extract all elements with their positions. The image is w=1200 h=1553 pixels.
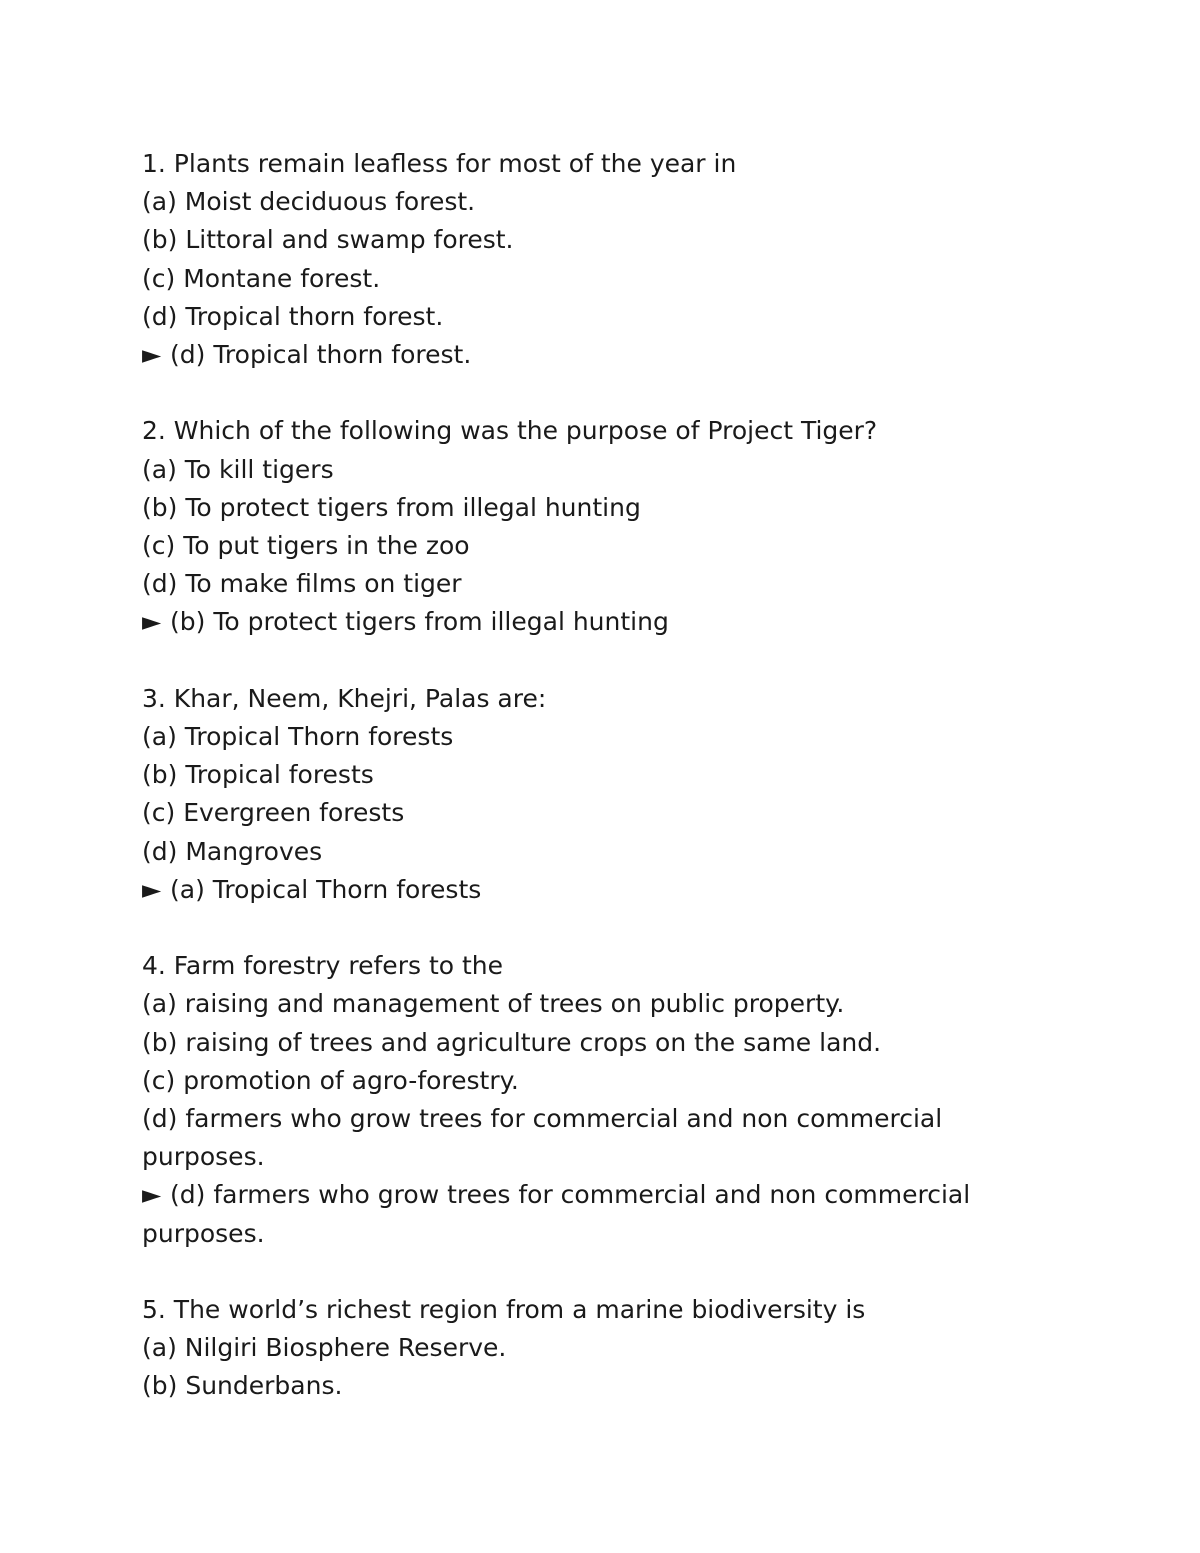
option-b: (b) Sunderbans. <box>142 1371 343 1401</box>
answer-line <box>142 871 1072 909</box>
option-d: (d) Mangroves <box>142 836 323 866</box>
answer-text: (d) farmers who grow trees for commercial and non commercial purposes. <box>142 1180 971 1248</box>
question-3 <box>142 680 1072 909</box>
question-4 <box>142 947 1072 1253</box>
option-b: (b) raising of trees and agriculture crops on the same land. <box>142 1027 882 1057</box>
question-stem: 3. Khar, Neem, Khejri, Palas are: <box>142 683 547 713</box>
option-a: (a) Nilgiri Biosphere Reserve. <box>142 1333 507 1363</box>
option-c: (c) promotion of agro-forestry. <box>142 1065 519 1095</box>
arrow-right-icon: ► <box>142 340 162 370</box>
option-d: (d) Tropical thorn forest. <box>142 301 444 331</box>
answer-line <box>142 1176 1072 1252</box>
option-d: (d) To make films on tiger <box>142 569 462 599</box>
option-d: (d) farmers who grow trees for commercial and non commercial purposes. <box>142 1104 943 1172</box>
answer-text: (b) To protect tigers from illegal hunting <box>170 607 669 637</box>
option-a: (a) raising and management of trees on public property. <box>142 989 845 1019</box>
option-a: (a) Tropical Thorn forests <box>142 722 454 752</box>
document-page <box>142 145 1072 1406</box>
arrow-right-icon: ► <box>142 1180 162 1210</box>
option-b: (b) Littoral and swamp forest. <box>142 225 514 255</box>
option-b: (b) Tropical forests <box>142 760 374 790</box>
arrow-right-icon: ► <box>142 874 162 904</box>
answer-line <box>142 603 1072 641</box>
question-5 <box>142 1291 1072 1406</box>
question-stem: 5. The world’s richest region from a marine biodiversity is <box>142 1295 866 1325</box>
question-stem: 2. Which of the following was the purpose of Project Tiger? <box>142 416 878 446</box>
question-stem: 4. Farm forestry refers to the <box>142 951 504 981</box>
option-c: (c) Montane forest. <box>142 263 381 293</box>
question-stem: 1. Plants remain leafless for most of the year in <box>142 149 737 178</box>
question-2 <box>142 412 1072 641</box>
answer-text: (a) Tropical Thorn forests <box>170 874 482 904</box>
option-c: (c) To put tigers in the zoo <box>142 531 470 561</box>
option-c: (c) Evergreen forests <box>142 798 405 828</box>
option-a: (a) Moist deciduous forest. <box>142 187 476 217</box>
arrow-right-icon: ► <box>142 607 162 637</box>
option-b: (b) To protect tigers from illegal hunting <box>142 492 641 522</box>
answer-line <box>142 336 1072 374</box>
answer-text: (d) Tropical thorn forest. <box>170 340 472 370</box>
option-a: (a) To kill tigers <box>142 454 334 484</box>
question-1 <box>142 145 1072 374</box>
